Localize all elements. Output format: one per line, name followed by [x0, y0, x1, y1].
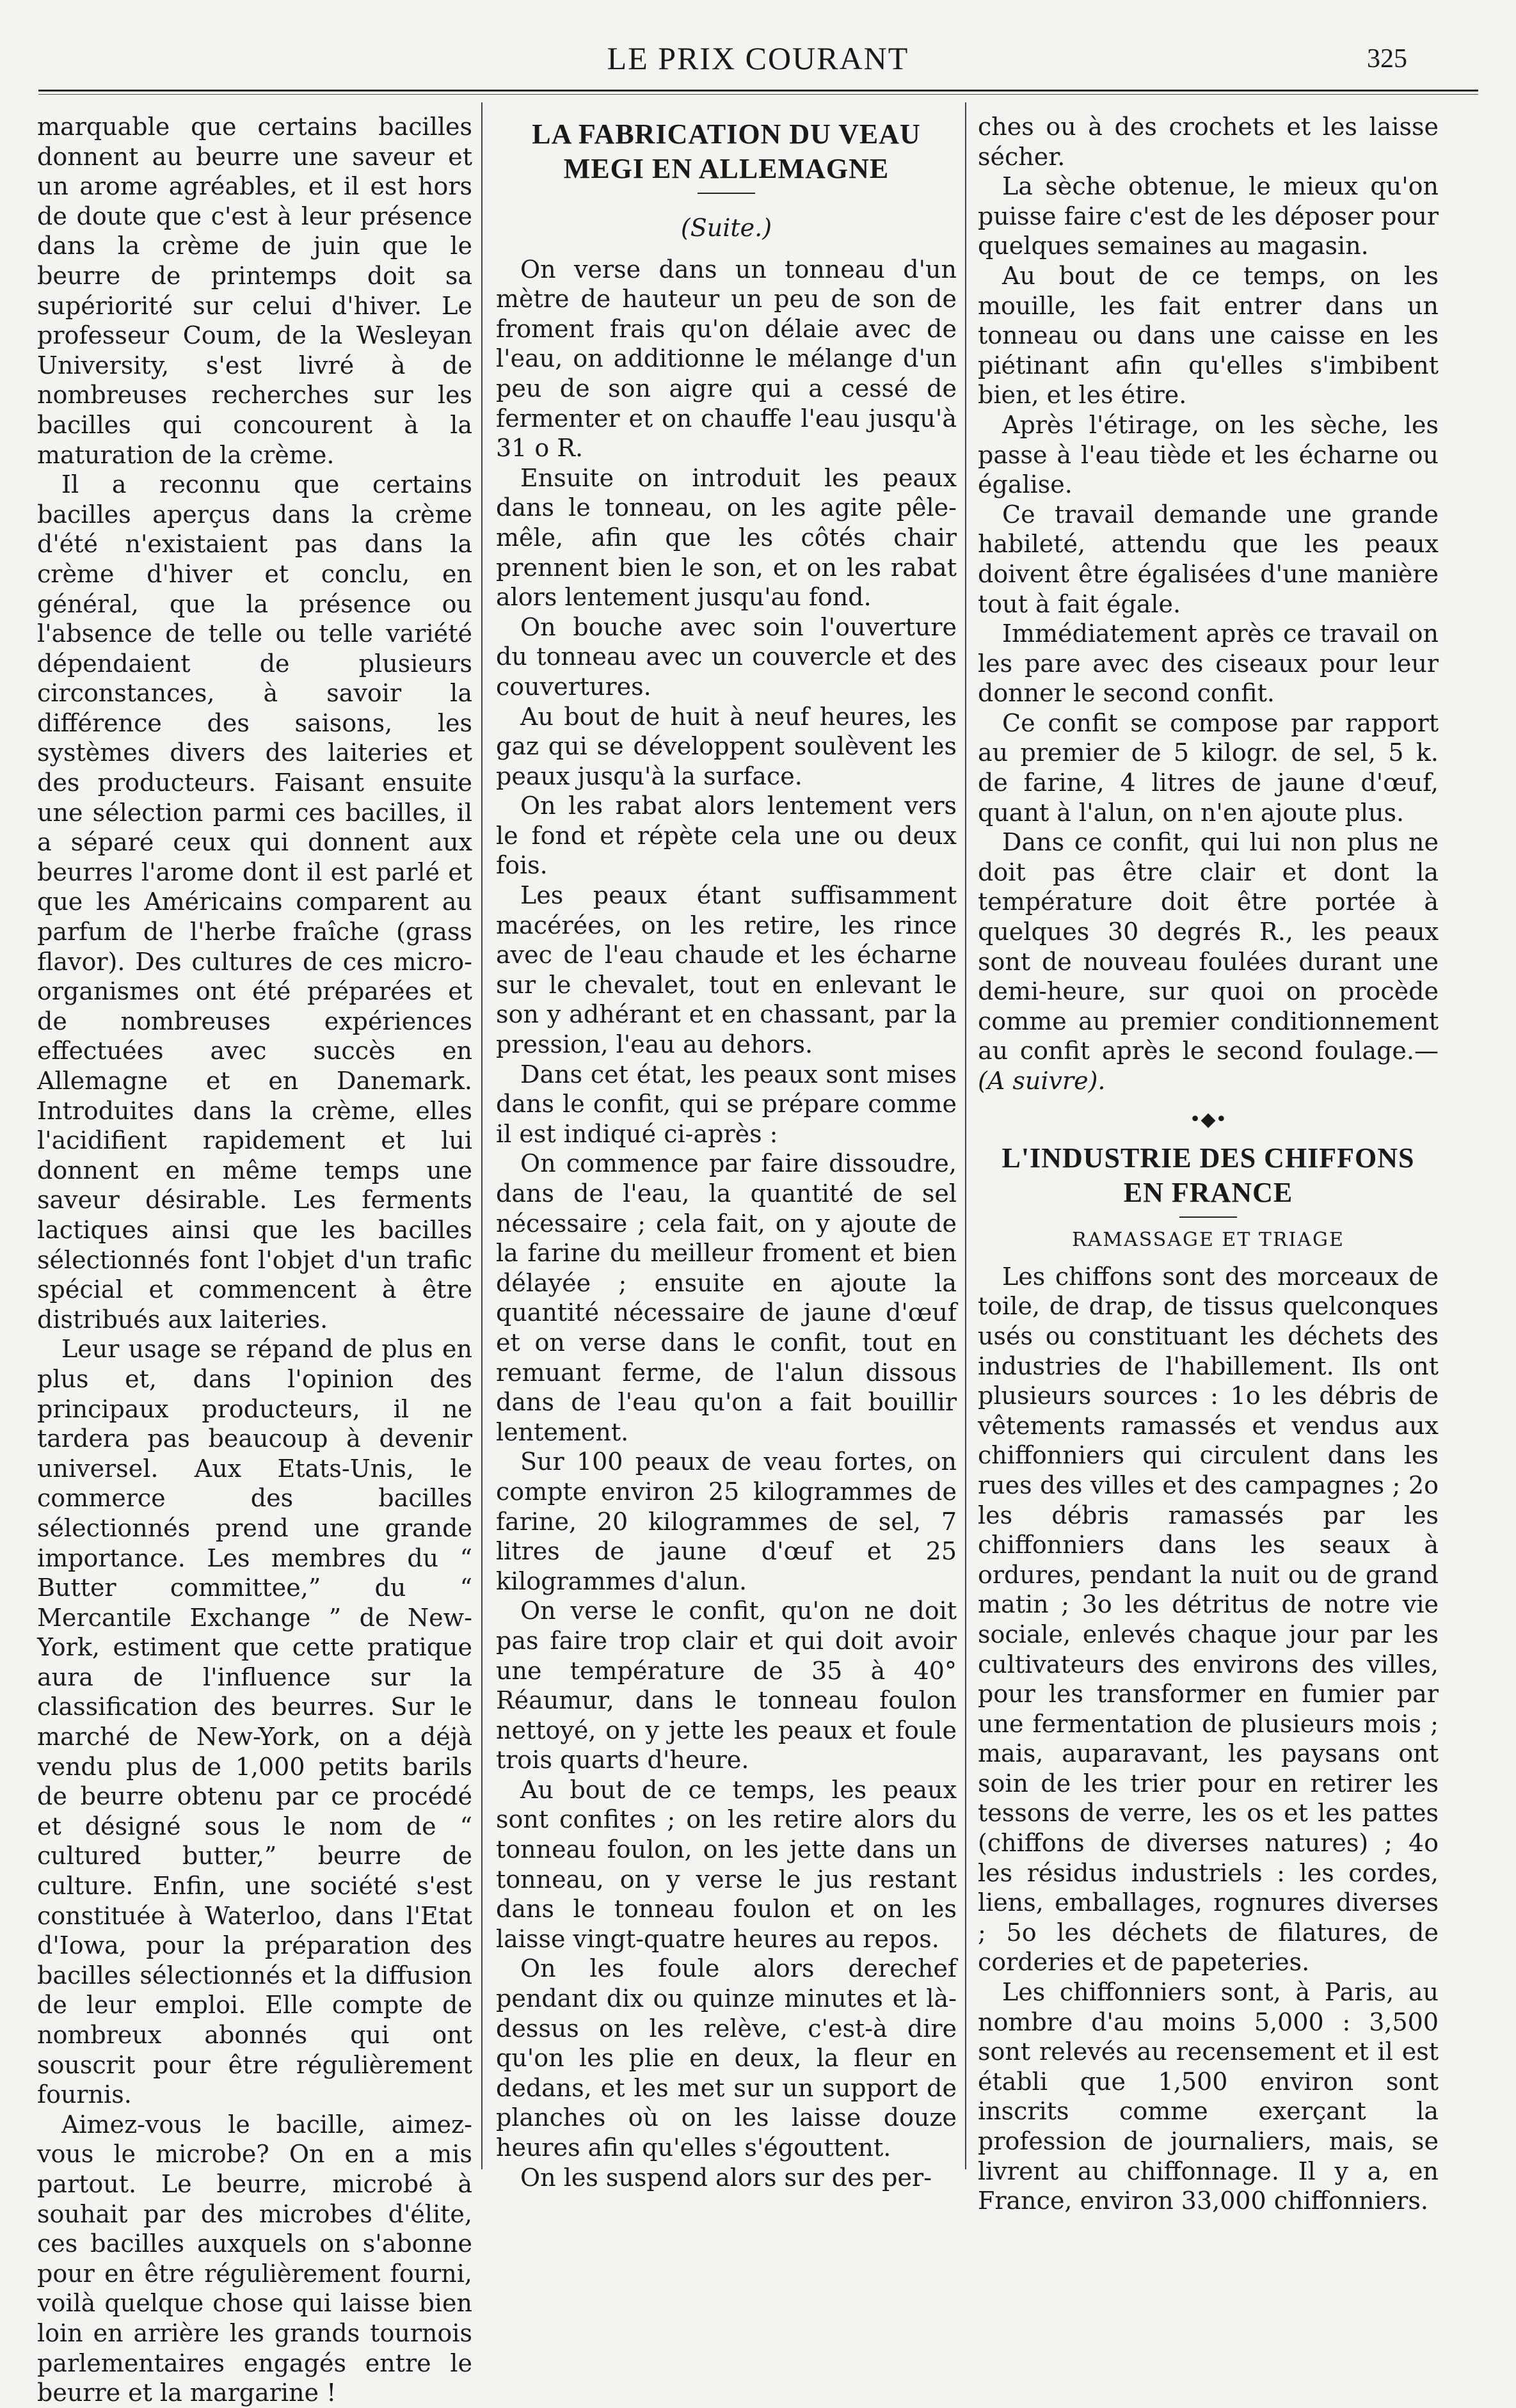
paragraph: Immédiatement après ce travail on les pare avec des ciseaux pour leur donner le second confit.	[978, 619, 1439, 708]
paragraph: On commence par faire dissoudre, dans de l'eau, la quantité de sel nécessaire ; cela fait, on y ajoute de la farine du meilleur froment et bien délayée ; ensuite en ajoute la quantité nécessaire de jaune d'œuf et on verse dans le confit, tout en remuant ferme, de l'alun dissous dans de l'eau qu'on a fait bouillir lentement.	[496, 1149, 957, 1446]
paragraph: Les peaux étant suffisamment macérées, on les retire, les rince avec de l'eau chaude et les écharne sur le chevalet, tout en enlevant le son y adhérant et en chassant, par la pression, l'eau au dehors.	[496, 881, 957, 1059]
column-divider	[481, 102, 483, 2169]
paragraph: Au bout de ce temps, les peaux sont confites ; on les retire alors du tonneau foulon, on les jette dans un tonneau, on y verse le jus restant dans le tonneau foulon et on les laisse vingt-quatre heures au repos.	[496, 1775, 957, 1953]
paragraph: On les suspend alors sur des per-	[520, 2163, 932, 2192]
paragraph: Leur usage se répand de plus en plus et, dans l'opinion des principaux producteurs, il ne tardera pas beaucoup à devenir universel. Aux Etats-Unis, le commerce des bacilles sélectionnés prend une grande importance. Les membres du “ Butter committee,” du “ Mercantile Exchange ” de New-York, estiment que cette pratique aura de l'influence sur la classification des beurres. Sur le marché de New-York, on a déjà vendu plus de 1,000 petits barils de beurre obtenu par ce procédé et désigné sous le nom de “ cultured butter,” beurre de culture. Enfin, une société s'est constituée à Waterloo, dans l'Etat d'Iowa, pour la préparation des bacilles sélectionnés et la diffusion de leur emploi. Elle compte de nombreux abonnés qui ont souscrit pour être régulièrement fournis.	[37, 1335, 472, 2109]
article-title: LA FABRICATION DU VEAU MEGI EN ALLEMAGNE	[532, 118, 921, 184]
paragraph: ches ou à des crochets et les laisse sécher.	[978, 113, 1439, 171]
paragraph: Au bout de ce temps, on les mouille, les fait entrer dans un tonneau ou dans une caisse en les piétinant afin qu'elles s'imbibent bien, et les étire.	[978, 261, 1439, 410]
paragraph: On bouche avec soin l'ouverture du tonneau avec un couvercle et des couvertures.	[496, 612, 957, 701]
column-1	[37, 112, 472, 2407]
paragraph: La sèche obtenue, le mieux qu'on puisse faire c'est de les déposer pour quelques semaines au magasin.	[978, 172, 1439, 260]
paragraph-text: Dans ce confit, qui lui non plus ne doit pas être clair et dont la température doit être portée à quelques 30 degrés R., les peaux sont de nouveau foulées durant une demi-heure, sur quoi on procède comme au premier conditionnement au confit après le second foulage.—	[978, 828, 1439, 1065]
header-rule	[38, 90, 1478, 95]
journal-title: LE PRIX COURANT	[607, 40, 909, 76]
paragraph: Dans cet état, les peaux sont mises dans le confit, qui se prépare comme il est indiqué ci-après :	[496, 1060, 957, 1148]
paragraph: Les chiffonniers sont, à Paris, au nombre d'au moins 5,000 : 3,500 sont relevés au recensement et il est établi que 1,500 environ sont inscrits comme exerçant la profession de journaliers, mais, se livrent au chiffonnage. Il y a, en France, environ 33,000 chiffonniers.	[978, 1978, 1439, 2215]
a-suivre-note: (A suivre).	[978, 1067, 1106, 1095]
ornament-divider: •◆•	[1189, 1108, 1227, 1131]
page-header	[0, 40, 1516, 84]
paragraph: marquable que certains bacilles donnent au beurre une saveur et un arome agréables, et il est hors de doute que c'est à leur présence dans la crème de juin que le beurre de printemps doit sa supériorité sur celui d'hiver. Le professeur Coum, de la Wesleyan University, s'est livré à de nombreuses recherches sur les bacilles qui concourent à la maturation de la crème.	[37, 113, 472, 469]
column-3	[978, 112, 1439, 2215]
paragraph: On verse dans un tonneau d'un mètre de hauteur un peu de son de froment frais qu'on délaie avec de l'eau, on additionne le mélange d'un peu de son aigre qui a cessé de fermenter et on chauffe l'eau jusqu'à 31 o R.	[496, 255, 957, 463]
paragraph: Aimez-vous le bacille, aimez-vous le microbe? On en a mis partout. Le beurre, microbé à souhait par des microbes d'élite, ces bacilles auxquels on s'abonne pour en être régulièrement fourni, voilà quelque chose qui laisse bien loin en arrière les grands tournois parlementaires engagés entre le beurre et la margarine !	[37, 2110, 472, 2407]
paragraph: On verse le confit, qu'on ne doit pas faire trop clair et qui doit avoir une température de 35 à 40° Réaumur, dans le tonneau foulon nettoyé, on y jette les peaux et foule trois quarts d'heure.	[496, 1597, 957, 1774]
paragraph: Au bout de huit à neuf heures, les gaz qui se développent soulèvent les peaux jusqu'à la surface.	[496, 702, 957, 790]
paragraph: Après l'étirage, on les sèche, les passe à l'eau tiède et les écharne ou égalise.	[978, 410, 1439, 499]
paragraph: On les foule alors derechef pendant dix ou quinze minutes et là-dessus on les relève, c'est-à dire qu'on les plie en deux, la fleur en dedans, et les met sur un support de planches où on les laisse douze heures afin qu'elles s'égouttent.	[496, 1954, 957, 2162]
article-subtitle: (Suite.)	[680, 214, 772, 242]
paragraph: Ce travail demande une grande habileté, attendu que les peaux doivent être égalisées d'une manière tout à fait égale.	[978, 500, 1439, 618]
paragraph: Il a reconnu que certains bacilles aperçus dans la crème d'été n'existaient pas dans la crème d'hiver et conclu, en général, que la présence ou l'absence de telle ou telle variété dépendaient de plusieurs circonstances, à savoir la différence des saisons, les systèmes divers des laiteries et des producteurs. Faisant ensuite une sélection parmi ces bacilles, il a séparé ceux qui donnent aux beurres l'arome dont il est parlé et que les Américains comparent au parfum de l'herbe fraîche (grass flavor). Des cultures de ces micro-organismes ont été préparées et de nombreuses expériences effectuées avec succès en Allemagne et en Danemark. Introduites dans la crème, elles l'acidifient rapidement et lui donnent en même temps une saveur désirable. Les ferments lactiques ainsi que les bacilles sélectionnés font l'objet d'un trafic spécial et commencent à être distribués aux laiteries.	[37, 470, 472, 1334]
paragraph: Ensuite on introduit les peaux dans le tonneau, on les agite pêle-mêle, afin que les côtés chair prennent bien le son, et on les rabat alors lentement jusqu'au fond.	[496, 463, 957, 612]
title-rule	[1179, 1216, 1237, 1218]
column-2	[496, 112, 957, 2192]
paragraph: Sur 100 peaux de veau fortes, on compte environ 25 kilogrammes de farine, 20 kilogrammes de sel, 7 litres de jaune d'œuf et 25 kilogrammes d'alun.	[496, 1447, 957, 1595]
paragraph-with-continuation	[978, 827, 1439, 1096]
paragraph: Ce confit se compose par rapport au premier de 5 kilogr. de sel, 5 k. de farine, 4 litres de jaune d'œuf, quant à l'alun, on n'en ajoute plus.	[978, 708, 1439, 827]
section-heading: RAMASSAGE ET TRIAGE	[1072, 1229, 1344, 1252]
page-number: 325	[1367, 44, 1407, 74]
title-rule	[698, 193, 755, 194]
paragraph: On les rabat alors lentement vers le fond et répète cela une ou deux fois.	[496, 792, 957, 880]
column-divider	[965, 102, 966, 2169]
article-title: L'INDUSTRIE DES CHIFFONS EN FRANCE	[1001, 1142, 1415, 1209]
paragraph: Les chiffons sont des morceaux de toile, de drap, de tissus quelconques usés ou constituant les déchets des industries de l'habillement. Ils ont plusieurs sources : 1o les débris de vêtements ramassés et vendus aux chiffonniers qui circulent dans les rues des villes et des campagnes ; 2o les débris ramassés par les chiffonniers dans les seaux à ordures, pendant la nuit ou de grand matin ; 3o les détritus de notre vie sociale, enlevés chaque jour par les cultivateurs des environs des villes, pour les transformer en fumier par une fermentation de plusieurs mois ; mais, auparavant, les paysans ont soin de les trier pour en retirer les tessons de verre, les os et les pattes (chiffons de diverses natures) ; 4o les résidus industriels : les cordes, liens, emballages, rognures diverses ; 5o les déchets de filatures, de corderies et de papeteries.	[978, 1262, 1439, 1977]
